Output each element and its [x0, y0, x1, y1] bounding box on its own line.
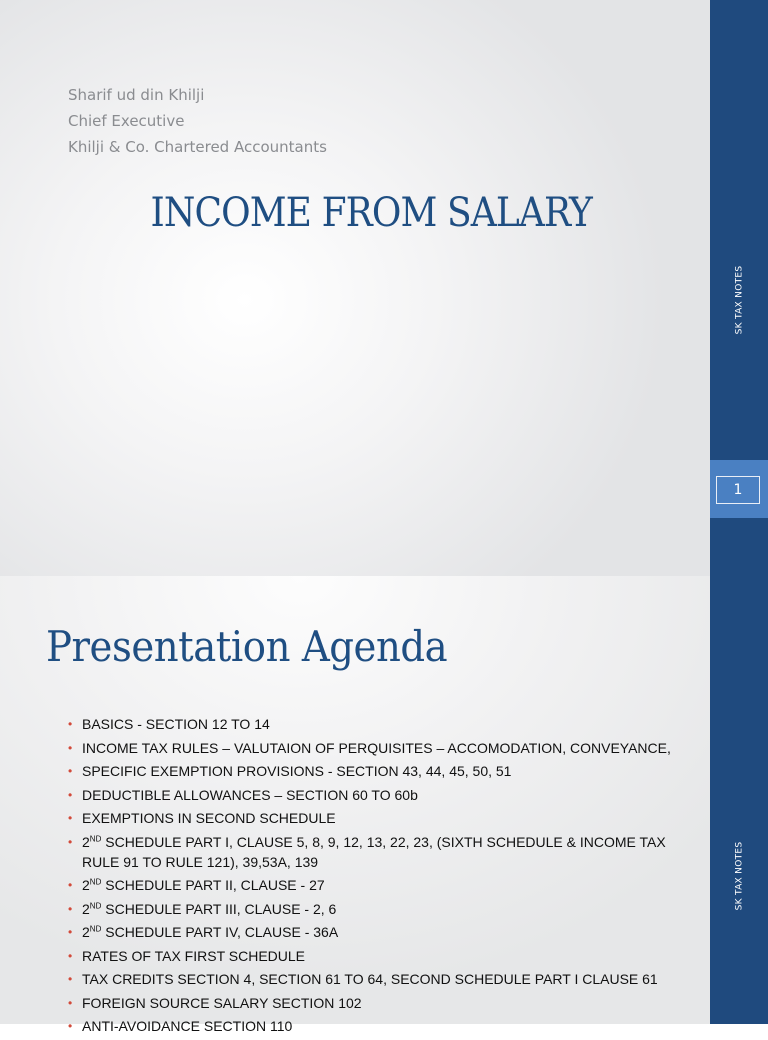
agenda-item-text: SCHEDULE PART I, CLAUSE 5, 8, 9, 12, 13, 22, 23, (SIXTH SCHEDULE & INCOME TAX RULE 91 TO RULE 121), 39,53A, 139: [82, 833, 666, 870]
agenda-item: [68, 922, 678, 942]
agenda-item-text: DEDUCTIBLE ALLOWANCES – SECTION 60 TO 60b: [82, 786, 418, 803]
ordinal-suffix: ND: [89, 900, 102, 910]
ordinal-suffix: ND: [89, 833, 102, 843]
page-number-box: [710, 460, 768, 518]
presenter-role: Chief Executive: [68, 112, 185, 130]
agenda-item: [68, 738, 678, 758]
agenda-item-text: EXEMPTIONS IN SECOND SCHEDULE: [82, 810, 336, 826]
agenda-item: [68, 714, 678, 734]
side-bar: [710, 576, 768, 1024]
agenda-item-text: FOREIGN SOURCE SALARY SECTION 102: [82, 994, 362, 1011]
ordinal-number: 2: [82, 924, 90, 940]
ordinal-suffix: ND: [89, 924, 102, 934]
ordinal-suffix: ND: [89, 877, 102, 887]
agenda-item: [68, 969, 678, 989]
presenter-firm: Khilji & Co. Chartered Accountants: [68, 138, 327, 156]
ordinal-number: 2: [82, 877, 90, 893]
side-label: SK TAX NOTES: [734, 841, 744, 911]
agenda-list: [68, 714, 678, 1040]
agenda-item: [68, 1016, 678, 1036]
agenda-item-text: TAX CREDITS SECTION 4, SECTION 61 TO 64, SECOND SCHEDULE PART I CLAUSE 61: [82, 971, 658, 987]
presenter-block: [68, 82, 327, 160]
presenter-name: Sharif ud din Khilji: [68, 86, 205, 104]
agenda-item: [68, 785, 678, 805]
agenda-item-text: INCOME TAX RULES – VALUTAION OF PERQUISITES – ACCOMODATION, CONVEYANCE,: [82, 739, 671, 756]
agenda-item: [68, 875, 678, 895]
agenda-item-text: RATES OF TAX FIRST SCHEDULE: [82, 947, 306, 964]
agenda-item: [68, 946, 678, 966]
agenda-item-text: SCHEDULE PART II, CLAUSE - 27: [101, 877, 325, 893]
ordinal-number: 2: [82, 900, 90, 917]
agenda-item: [68, 899, 678, 919]
agenda-item-text: SPECIFIC EXEMPTION PROVISIONS - SECTION 43, 44, 45, 50, 51: [82, 763, 512, 779]
agenda-title: Presentation Agenda: [46, 622, 448, 671]
agenda-item-text: BASICS - SECTION 12 TO 14: [82, 716, 270, 732]
agenda-slide: [0, 576, 768, 1034]
agenda-item-text: ANTI-AVOIDANCE SECTION 110: [82, 1018, 293, 1034]
agenda-item-text: SCHEDULE PART IV, CLAUSE - 36A: [101, 924, 339, 940]
side-label: SK TAX NOTES: [734, 265, 744, 335]
agenda-item-text: SCHEDULE PART III, CLAUSE - 2, 6: [101, 900, 337, 917]
ordinal-number: 2: [82, 833, 90, 850]
agenda-item: [68, 761, 678, 781]
agenda-item: [68, 993, 678, 1013]
slide-title: INCOME FROM SALARY: [150, 190, 592, 236]
agenda-item: [68, 832, 678, 872]
page-number: 1: [716, 476, 760, 504]
agenda-item: [68, 808, 678, 828]
